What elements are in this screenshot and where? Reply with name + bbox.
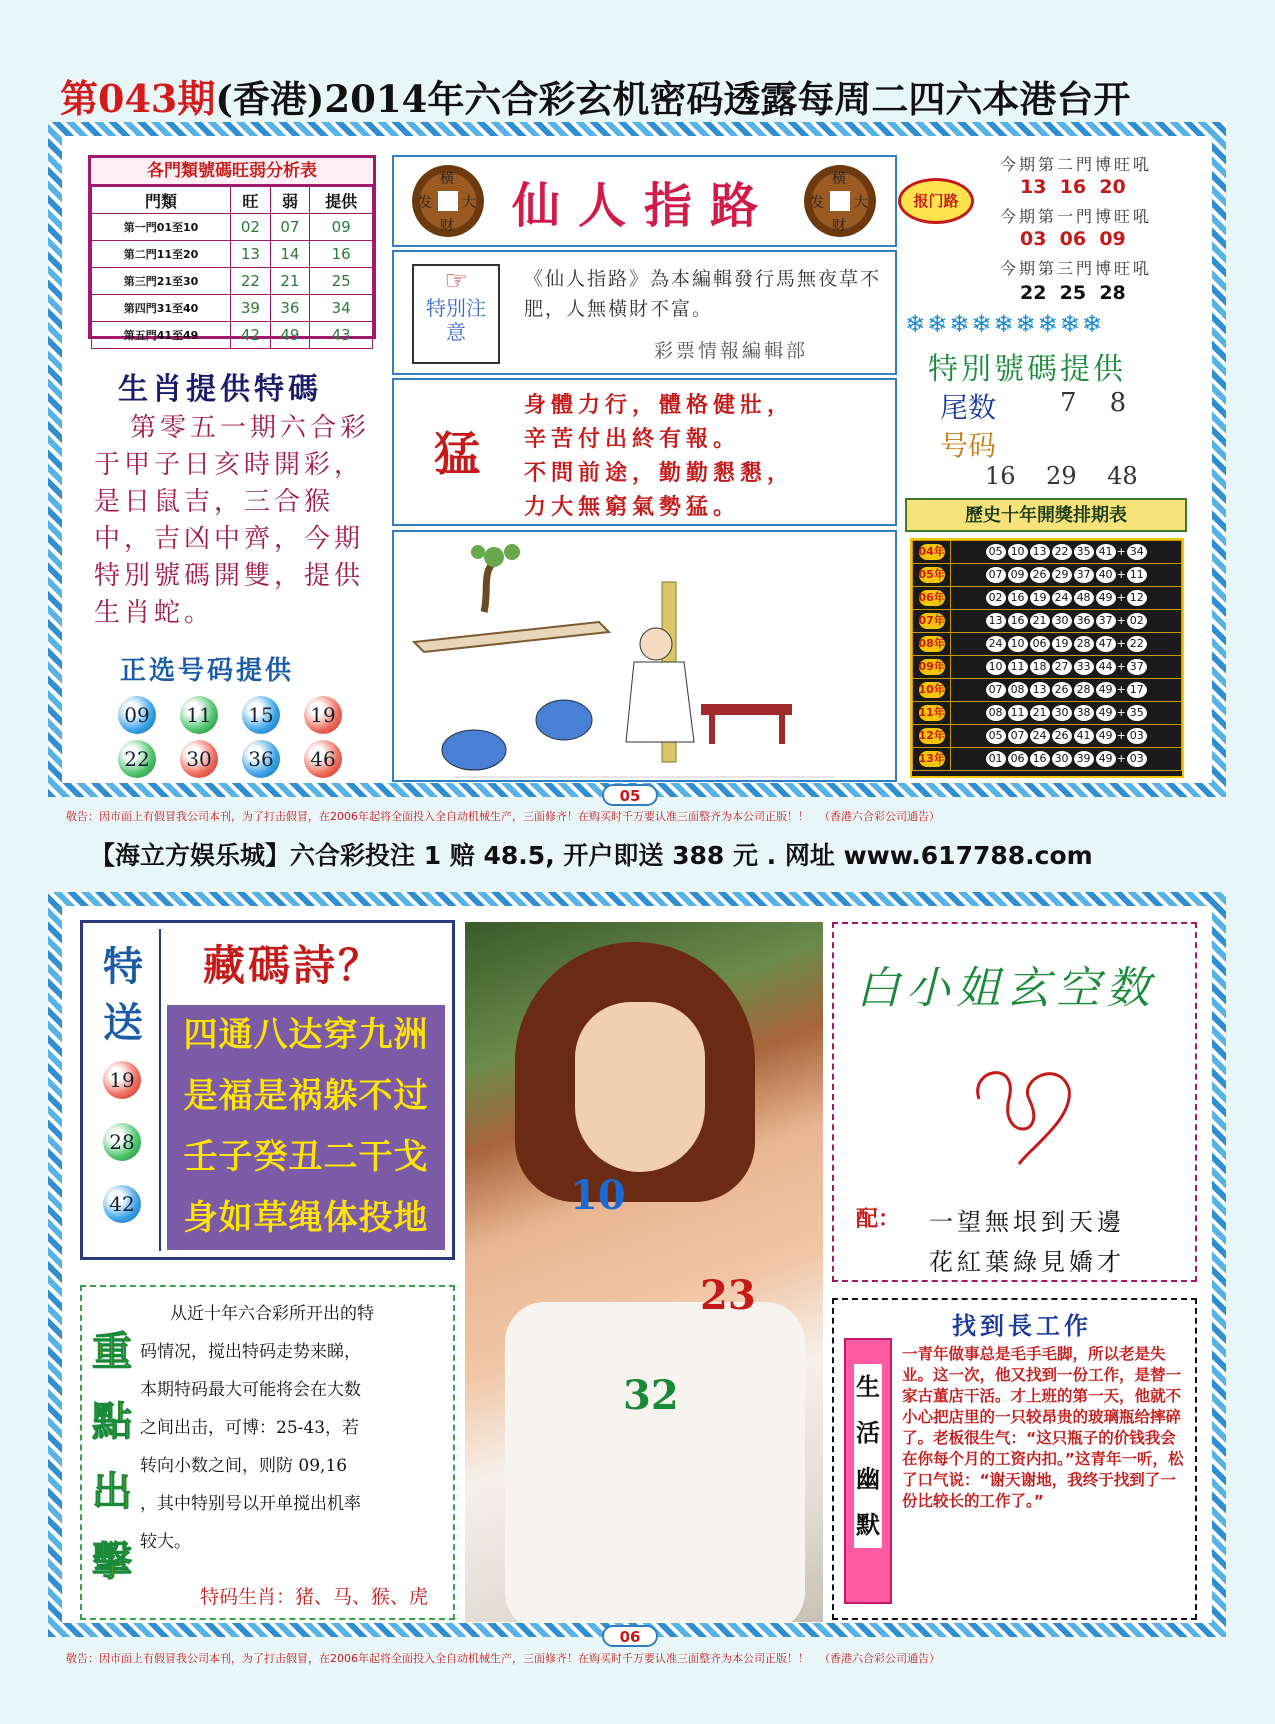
history-number: 41 xyxy=(1096,544,1116,560)
cell: 36 xyxy=(270,295,310,322)
gift-ball: 42 xyxy=(103,1185,141,1223)
plus-sign: + xyxy=(1116,706,1126,719)
coin-left xyxy=(412,165,484,237)
history-year xyxy=(913,702,951,725)
warning-body: 敬告：因市面上有假冒我公司本刊，为了打击假冒，在2006年起将全面投入全自动机械生产，三面修齐！在购买时千万要认准三面整齐为本公司正版！！ xyxy=(66,1652,809,1665)
history-number: 16 xyxy=(1008,590,1028,606)
history-row xyxy=(913,587,1182,610)
history-number: 30 xyxy=(1052,751,1072,767)
history-number: 11 xyxy=(1008,659,1028,675)
history-row xyxy=(913,541,1182,564)
history-number: 21 xyxy=(1030,705,1050,721)
history-year xyxy=(913,564,951,587)
history-number: 49 xyxy=(1096,751,1116,767)
focus-line: 较大。 xyxy=(140,1532,191,1552)
big-char: 猛 xyxy=(434,427,480,481)
photo-number: 32 xyxy=(623,1372,679,1419)
plus-sign: + xyxy=(1116,637,1126,650)
history-number: 19 xyxy=(1052,636,1072,652)
history-numbers xyxy=(951,587,1182,610)
cell: 16 xyxy=(310,241,373,268)
row-label: 第一門01至10 xyxy=(92,214,231,241)
history-special-number: 37 xyxy=(1127,659,1147,675)
history-number: 49 xyxy=(1096,728,1116,744)
cell: 07 xyxy=(270,214,310,241)
table-title: 各門類號碼旺弱分析表 xyxy=(91,158,373,186)
number-ball: 09 xyxy=(118,696,156,734)
col-header: 提供 xyxy=(310,187,373,214)
miss-bai-title: 白小姐玄空数 xyxy=(856,963,1156,1014)
poem-line: 身如草绳体投地 xyxy=(183,1198,429,1238)
hidden-poem-box xyxy=(80,920,455,1260)
humor-text: 一青年做事总是毛手毛脚，所以老是失业。这一次，他又找到一份工作，是替一家古董店干活。才上班的第一天，他就不小心把店里的一只较昂贵的玻璃瓶给摔碎了。老板很生气：“这只瓶子的价钱我会在你每个月的工资内扣。”这青年一听，松了口气说：“谢天谢地，我终于找到了一份比较长的工作了。” xyxy=(902,1345,1184,1510)
history-number: 10 xyxy=(1008,636,1028,652)
tail-label: 尾数 xyxy=(940,391,997,424)
history-row xyxy=(913,725,1182,748)
history-special-number: 03 xyxy=(1127,751,1147,767)
cell: 14 xyxy=(270,241,310,268)
zodiac-text: 第零五一期六合彩于甲子日亥時開彩，是日鼠吉，三合猴中，吉凶中齊，今期特別號碼開雙，提供生肖蛇。 xyxy=(94,413,371,628)
history-special-number: 34 xyxy=(1127,544,1147,560)
photo-garment xyxy=(505,1302,805,1622)
history-row xyxy=(913,702,1182,725)
table-row xyxy=(92,214,373,241)
history-number: 38 xyxy=(1074,705,1094,721)
page-title xyxy=(60,68,1220,128)
year-pill: 10年 xyxy=(918,683,945,696)
table-row xyxy=(92,295,373,322)
poem-line: 辛苦付出終有報。 xyxy=(524,426,741,452)
history-number: 22 xyxy=(1052,544,1072,560)
history-number: 01 xyxy=(986,751,1006,767)
year-pill: 07年 xyxy=(918,614,945,627)
focus-line: ，其中特别号以开单搅出机率 xyxy=(140,1494,361,1514)
history-number: 07 xyxy=(986,567,1006,583)
history-number: 06 xyxy=(1008,751,1028,767)
cell: 02 xyxy=(231,214,271,241)
history-number: 24 xyxy=(986,636,1006,652)
gift-sidebar xyxy=(89,929,161,1251)
col-header: 弱 xyxy=(270,187,310,214)
miss-bai-box xyxy=(832,922,1197,1282)
photo-face xyxy=(575,1002,705,1172)
humor-side-title: 生活幽默 xyxy=(854,1364,882,1548)
hand-icon: ☞ xyxy=(444,266,468,296)
plus-sign: + xyxy=(1116,545,1126,558)
history-number: 10 xyxy=(1008,544,1028,560)
coin-char: 横 xyxy=(440,171,454,187)
plus-sign: + xyxy=(1116,729,1126,742)
coin-char: 发 xyxy=(810,195,824,211)
history-numbers xyxy=(951,656,1182,679)
cell: 25 xyxy=(310,268,373,295)
history-year xyxy=(913,679,951,702)
plus-sign: + xyxy=(1116,752,1126,765)
note-text: 《仙人指路》為本編輯發行馬無夜草不肥，人無橫財不富。 xyxy=(524,268,882,320)
history-table xyxy=(910,538,1184,778)
poem-line: 壬子癸丑二干戈 xyxy=(183,1137,429,1177)
history-numbers xyxy=(951,748,1182,771)
number-ball: 19 xyxy=(304,696,342,734)
history-number: 47 xyxy=(1096,636,1116,652)
history-number: 39 xyxy=(1074,751,1094,767)
year-pill: 09年 xyxy=(918,660,945,673)
humor-title: 找到長工作 xyxy=(952,1311,1092,1340)
history-number: 36 xyxy=(1074,613,1094,629)
door-line-nums: 13 16 20 xyxy=(1020,176,1126,198)
note-label: 特別注意 xyxy=(426,296,486,344)
num-label: 号码 xyxy=(940,429,997,462)
history-number: 49 xyxy=(1096,705,1116,721)
year-pill: 05年 xyxy=(918,568,945,581)
history-row xyxy=(913,633,1182,656)
guide-title: 仙人指路 xyxy=(511,178,776,234)
col-header: 旺 xyxy=(231,187,271,214)
row-label: 第二門11至20 xyxy=(92,241,231,268)
plus-sign: + xyxy=(1116,591,1126,604)
history-number: 16 xyxy=(1030,751,1050,767)
history-number: 49 xyxy=(1096,682,1116,698)
door-analysis-table xyxy=(88,155,376,344)
note-box xyxy=(392,250,897,375)
focus-line: 转向小数之间，则防 09,16 xyxy=(140,1456,348,1476)
row-label: 第五門41至49 xyxy=(92,322,231,349)
history-grid xyxy=(912,540,1182,771)
poem-line: 力大無窮氣勢猛。 xyxy=(524,494,741,520)
history-number: 26 xyxy=(1052,728,1072,744)
year-pill: 06年 xyxy=(918,591,945,604)
focus-sidebar xyxy=(92,1317,132,1597)
history-special-number: 11 xyxy=(1127,567,1147,583)
history-number: 26 xyxy=(1052,682,1072,698)
history-special-number: 35 xyxy=(1127,705,1147,721)
history-number: 28 xyxy=(1074,682,1094,698)
humor-sidebar xyxy=(844,1338,892,1604)
history-special-number: 12 xyxy=(1127,590,1147,606)
history-number: 44 xyxy=(1096,659,1116,675)
history-number: 07 xyxy=(986,682,1006,698)
coin-char: 财 xyxy=(832,218,846,234)
cell: 34 xyxy=(310,295,373,322)
coin-right xyxy=(804,165,876,237)
cell: 13 xyxy=(231,241,271,268)
guide-title-box xyxy=(392,155,897,247)
poem-line: 不問前途，勤勤懇懇， xyxy=(524,460,795,486)
history-number: 08 xyxy=(1008,682,1028,698)
history-number: 18 xyxy=(1030,659,1050,675)
hidden-poem-title: 藏碼詩？ xyxy=(203,941,384,990)
col-header: 門類 xyxy=(92,187,231,214)
history-year xyxy=(913,541,951,564)
history-row xyxy=(913,748,1182,771)
ad-banner: 【海立方娱乐城】六合彩投注 1 赔 48.5, 开户即送 388 元 . 网址 www.617788.com xyxy=(90,841,1093,870)
door-badge xyxy=(898,178,974,224)
coin-char: 大 xyxy=(854,195,868,211)
table-row xyxy=(92,322,373,349)
selected-balls xyxy=(118,696,368,786)
history-number: 19 xyxy=(1030,590,1050,606)
history-row xyxy=(913,656,1182,679)
history-number: 33 xyxy=(1074,659,1094,675)
history-number: 37 xyxy=(1096,613,1116,629)
focus-line: 码情况，搅出特码走势来睇， xyxy=(140,1342,361,1362)
plus-sign: + xyxy=(1116,660,1126,673)
selected-heading: 正选号码提供 xyxy=(120,656,295,686)
history-numbers xyxy=(951,679,1182,702)
cell: 21 xyxy=(270,268,310,295)
page-number-bottom xyxy=(602,1625,658,1647)
history-number: 48 xyxy=(1074,590,1094,606)
poem-box xyxy=(392,378,897,526)
cell: 09 xyxy=(310,214,373,241)
history-number: 30 xyxy=(1052,705,1072,721)
note-label-box xyxy=(412,264,500,364)
history-number: 27 xyxy=(1052,659,1072,675)
door-badge-label: 报门路 xyxy=(913,192,959,210)
history-number: 37 xyxy=(1074,567,1094,583)
cell: 39 xyxy=(231,295,271,322)
number-ball: 15 xyxy=(242,696,280,734)
door-line-label: 今期第二門博旺吼 xyxy=(1000,155,1153,174)
history-number: 13 xyxy=(1030,682,1050,698)
note-sign: 彩票情報編輯部 xyxy=(654,340,809,362)
focus-text xyxy=(140,1295,450,1561)
number-ball: 22 xyxy=(118,740,156,778)
history-number: 08 xyxy=(986,705,1006,721)
history-special-number: 22 xyxy=(1127,636,1147,652)
history-year xyxy=(913,587,951,610)
cell: 22 xyxy=(231,268,271,295)
row-label: 第三門21至30 xyxy=(92,268,231,295)
cell: 42 xyxy=(231,322,271,349)
focus-side-title: 重點出擊 xyxy=(92,1328,132,1585)
history-number: 21 xyxy=(1030,613,1050,629)
history-number: 28 xyxy=(1074,636,1094,652)
number-ball: 46 xyxy=(304,740,342,778)
photo-number: 23 xyxy=(700,1272,756,1319)
history-number: 13 xyxy=(986,613,1006,629)
history-year xyxy=(913,725,951,748)
hidden-poem-lines xyxy=(167,1005,445,1250)
door-line-nums: 03 06 09 xyxy=(1020,228,1126,250)
history-number: 24 xyxy=(1052,590,1072,606)
history-year xyxy=(913,748,951,771)
history-numbers xyxy=(951,541,1182,564)
history-number: 41 xyxy=(1074,728,1094,744)
door-line-label: 今期第三門博旺吼 xyxy=(1000,259,1153,278)
plus-sign: + xyxy=(1116,568,1126,581)
coin-char: 发 xyxy=(418,195,432,211)
history-year xyxy=(913,633,951,656)
history-title-label: 歷史十年開獎排期表 xyxy=(965,505,1127,526)
farmer-illustration xyxy=(394,532,897,782)
row-label: 第四門31至40 xyxy=(92,295,231,322)
cell: 43 xyxy=(310,322,373,349)
door-line-nums: 22 25 28 xyxy=(1020,282,1126,304)
headline: (香港)2014年六合彩玄机密码透露每周二四六本港台开 xyxy=(215,77,1131,121)
history-numbers xyxy=(951,702,1182,725)
history-special-number: 03 xyxy=(1127,728,1147,744)
history-number: 40 xyxy=(1096,567,1116,583)
poem-line: 身體力行，體格健壯， xyxy=(524,392,795,418)
door-line-label: 今期第一門博旺吼 xyxy=(1000,207,1153,226)
history-number: 49 xyxy=(1096,590,1116,606)
table-row xyxy=(92,268,373,295)
history-special-number: 17 xyxy=(1127,682,1147,698)
coin-char: 横 xyxy=(832,171,846,187)
history-row xyxy=(913,610,1182,633)
snowflake-divider: ❄❄❄❄❄❄❄❄❄ xyxy=(905,310,1104,338)
history-numbers xyxy=(951,725,1182,748)
history-number: 02 xyxy=(986,590,1006,606)
history-special-number: 02 xyxy=(1127,613,1147,629)
gift-ball: 19 xyxy=(103,1061,141,1099)
warning-sign: （香港六合彩公司通告） xyxy=(819,1652,940,1665)
plus-sign: + xyxy=(1116,683,1126,696)
number-ball: 30 xyxy=(180,740,218,778)
history-number: 11 xyxy=(1008,705,1028,721)
coin-char: 财 xyxy=(440,218,454,234)
history-numbers xyxy=(951,564,1182,587)
focus-box xyxy=(80,1285,455,1620)
poem-line: 四通八达穿九洲 xyxy=(183,1015,429,1055)
history-number: 06 xyxy=(1030,636,1050,652)
history-number: 05 xyxy=(986,728,1006,744)
history-number: 13 xyxy=(1030,544,1050,560)
warning-text-bottom xyxy=(66,1650,1211,1666)
page-number-label: 05 xyxy=(619,787,641,805)
special-heading: 特別號碼提供 xyxy=(928,352,1126,387)
plus-sign: + xyxy=(1116,614,1126,627)
history-number: 07 xyxy=(1008,728,1028,744)
year-pill: 13年 xyxy=(918,752,945,765)
year-pill: 12年 xyxy=(918,729,945,742)
photo-number: 10 xyxy=(570,1172,626,1219)
history-number: 09 xyxy=(1008,567,1028,583)
coin-char: 大 xyxy=(462,195,476,211)
year-pill: 08年 xyxy=(918,637,945,650)
warning-body: 敬告：因市面上有假冒我公司本刊，为了打击假冒，在2006年起将全面投入全自动机械生产，三面修齐！在购买时千万要认准三面整齐为本公司正版！！ xyxy=(66,810,809,823)
scribble-drawing xyxy=(959,1039,1079,1169)
number-ball: 11 xyxy=(180,696,218,734)
history-numbers xyxy=(951,633,1182,656)
photo xyxy=(465,922,823,1622)
history-number: 16 xyxy=(1008,613,1028,629)
analysis-grid xyxy=(91,186,373,349)
number-ball: 36 xyxy=(242,740,280,778)
gift-ball: 28 xyxy=(103,1123,141,1161)
history-numbers xyxy=(951,610,1182,633)
history-number: 24 xyxy=(1030,728,1050,744)
table-row xyxy=(92,241,373,268)
zodiac-heading: 生肖提供特碼 xyxy=(118,372,322,407)
warning-sign: （香港六合彩公司通告） xyxy=(819,810,940,823)
pair-label: 配： xyxy=(856,1206,901,1232)
issue-number: 第043期 xyxy=(60,76,216,121)
humor-box xyxy=(832,1298,1197,1620)
special-nums: 16 29 48 xyxy=(985,462,1138,490)
history-number: 35 xyxy=(1074,544,1094,560)
history-number: 26 xyxy=(1030,567,1050,583)
year-pill: 11年 xyxy=(918,706,945,719)
history-year xyxy=(913,610,951,633)
pair-line: 一望無垠到天邊 xyxy=(929,1208,1125,1236)
guide-illustration xyxy=(392,530,897,782)
tail-nums: 7 8 xyxy=(1060,388,1127,418)
history-title xyxy=(905,498,1187,532)
gift-label: 特送 xyxy=(103,943,143,1046)
poem-line: 是福是祸躲不过 xyxy=(183,1076,429,1116)
warning-text xyxy=(66,808,1211,824)
pair-line: 花紅葉綠見嬌才 xyxy=(929,1248,1125,1276)
history-number: 30 xyxy=(1052,613,1072,629)
history-year xyxy=(913,656,951,679)
year-pill: 04年 xyxy=(918,545,945,558)
focus-zodiac: 特码生肖：猪、马、猴、虎 xyxy=(200,1586,429,1608)
history-number: 05 xyxy=(986,544,1006,560)
history-row xyxy=(913,564,1182,587)
page-number xyxy=(602,784,658,806)
focus-line: 之间出击，可博：25-43，若 xyxy=(140,1418,360,1438)
cell: 49 xyxy=(270,322,310,349)
focus-line: 本期特码最大可能将会在大数 xyxy=(140,1380,361,1400)
focus-line: 从近十年六合彩所开出的特 xyxy=(170,1304,374,1324)
history-number: 29 xyxy=(1052,567,1072,583)
history-row xyxy=(913,679,1182,702)
page-number-label: 06 xyxy=(619,1628,641,1646)
history-number: 10 xyxy=(986,659,1006,675)
